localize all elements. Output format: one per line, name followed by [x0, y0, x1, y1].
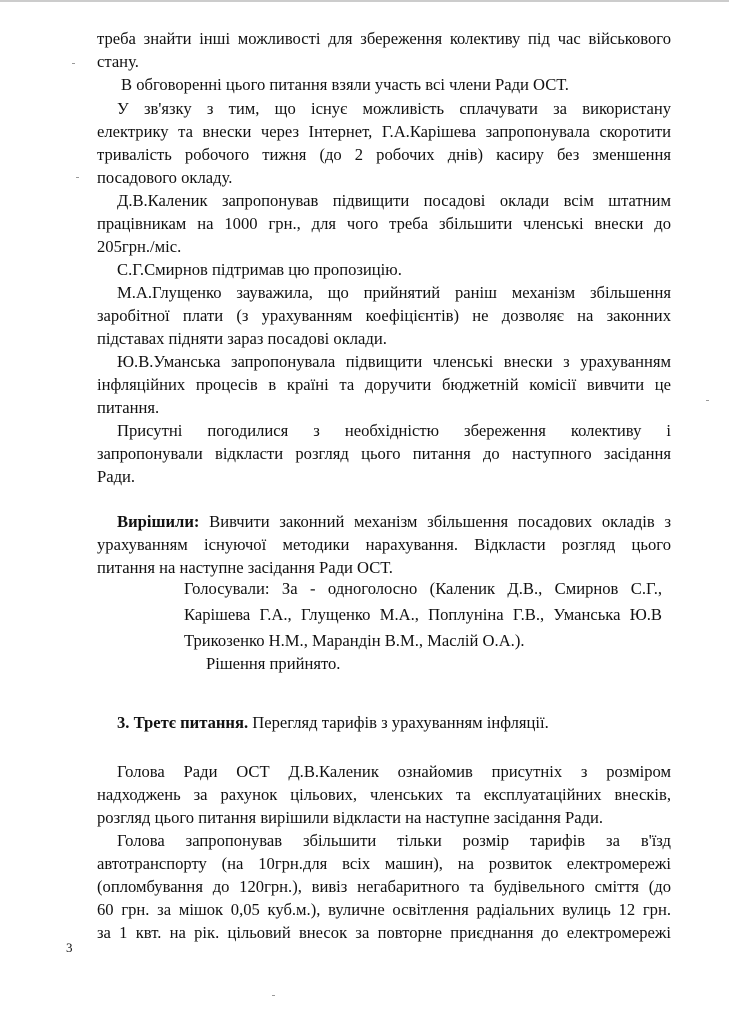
section-heading [117, 711, 671, 734]
text-line: М.А.Глущенко зауважила, що прийнятий раніш механізм збільшення [117, 283, 671, 302]
text-line: Голова Ради ОСТ Д.В.Каленик ознайомив присутніх з розміром [117, 762, 671, 781]
text-line: розгляд цього питання вирішили відкласти на наступне засідання Ради. [97, 808, 604, 827]
scan-speck [76, 177, 79, 178]
text-line: питання. [97, 398, 160, 417]
text-line: Ю.В.Уманська запропонувала підвищити членські внески з урахуванням [117, 352, 671, 371]
text-line: тривалість робочого тижня (до 2 робочих днів) касиру без зменшення [97, 145, 671, 164]
scan-speck [72, 63, 75, 64]
text-line: треба знайти інші можливості для збереження колективу під час військового [97, 29, 671, 48]
text-line: запропонували відкласти розгляд цього питання до наступного засідання [97, 444, 671, 463]
text-line: 205грн./міс. [97, 237, 182, 256]
text-line: автотранспорту (на 10грн.для всіх машин), на розвиток електромережі [97, 854, 671, 873]
text-line: Присутні погодилися з необхідністю збереження колективу і [117, 421, 671, 440]
decision-line: питання на наступне засідання Ради ОСТ. [97, 558, 393, 577]
text-line: 60 грн. за мішок 0,05 куб.м.), вуличне освітлення радіальних вулиць 12 грн. [97, 900, 671, 919]
section-number: 3. Третє питання. [117, 713, 249, 732]
vote-line: Трикозенко Н.М., Марандін В.М., Маслій О.А.). [184, 631, 525, 650]
vote-line: Голосували: За - одноголосно (Каленик Д.В., Смирнов С.Г., [184, 579, 662, 598]
text-line: Д.В.Каленик запропонував підвищити посадові оклади всім штатним [117, 191, 671, 210]
page-number: 3 [66, 940, 73, 955]
section-title: Перегляд тарифів з урахуванням інфляції. [248, 713, 549, 732]
decision-line [117, 510, 671, 533]
text-line: надходжень за рахунок цільових, членських та експлуатаційних внесків, [97, 785, 671, 804]
scan-speck [272, 995, 275, 996]
text-line: С.Г.Смирнов підтримав цю пропозицію. [117, 260, 402, 279]
scan-edge [0, 0, 729, 2]
text-line: електрику та внески через Інтернет, Г.А.Карішева запропонувала скоротити [97, 122, 671, 141]
text-line: В обговоренні цього питання взяли участь всі члени Ради ОСТ. [121, 75, 569, 94]
vote-result: Рішення прийнято. [206, 654, 341, 673]
text-line: Голова запропонував збільшити тільки розмір тарифів за в'їзд [117, 831, 671, 850]
text-line: Ради. [97, 467, 136, 486]
text-line: працівникам на 1000 грн., для чого треба збільшити членські внески до [97, 214, 671, 233]
text-line: підставах підняти зараз посадові оклади. [97, 329, 387, 348]
scan-speck [706, 400, 709, 401]
text-line: (опломбування до 120грн.), вивіз негабаритного та будівельного сміття (до [97, 877, 671, 896]
text-line: за 1 квт. на рік. цільовий внесок за повторне приєднання до електромережі [97, 923, 671, 942]
text-line: стану. [97, 52, 139, 71]
text-line: інфляційних процесів в країні та доручити бюджетній комісії вивчити це [97, 375, 671, 394]
decision-line: урахуванням існуючої методики нарахування. Відкласти розгляд цього [97, 535, 671, 554]
decision-label: Вирішили: [117, 512, 200, 531]
text-line: посадового окладу. [97, 168, 233, 187]
decision-text: Вивчити законний механізм збільшення посадових окладів з [199, 512, 671, 531]
text-line: заробітної плати (з урахуванням коефіцієнтів) не дозволяє на законних [97, 306, 671, 325]
text-line: У зв'язку з тим, що існує можливість сплачувати за використану [117, 99, 671, 118]
vote-block [184, 576, 662, 654]
vote-line: Карішева Г.А., Глущенко М.А., Поплуніна Г.В., Уманська Ю.В [184, 605, 662, 624]
